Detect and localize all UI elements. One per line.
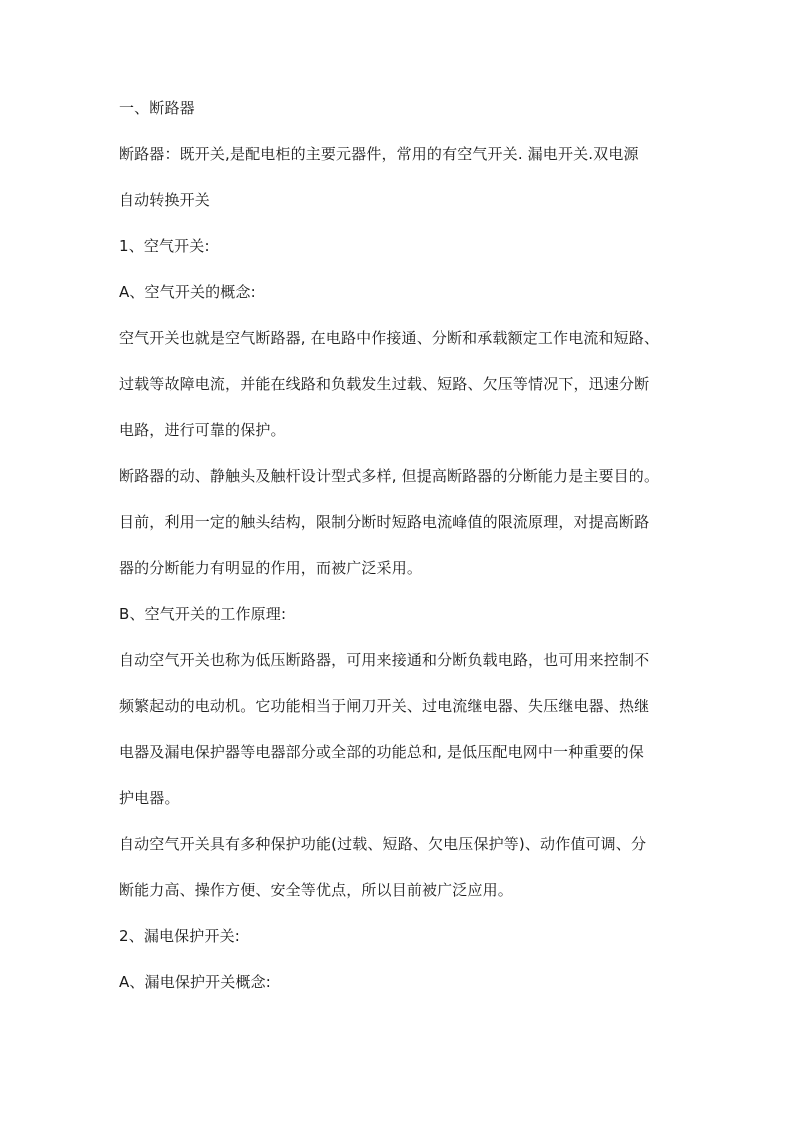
paragraph-1-line-2: 过载等故障电流，并能在线路和负载发生过载、短路、欠压等情况下，迅速分断 (119, 375, 650, 393)
subsection-leakage-switch-concept: A、漏电保护开关概念: (119, 973, 271, 991)
document-page (119, 96, 679, 994)
paragraph-1-line-1: 空气开关也就是空气断路器, 在电路中作接通、分断和承载额定工作电流和短路、 (119, 329, 660, 347)
paragraph-2-line-2: 目前，利用一定的触头结构，限制分断时短路电流峰值的限流原理，对提高断路 (119, 513, 650, 531)
paragraph-4-line-2: 断能力高、操作方便、安全等优点，所以目前被广泛应用。 (119, 881, 513, 899)
paragraph-3-line-1: 自动空气开关也称为低压断路器，可用来接通和分断负载电路，也可用来控制不 (119, 651, 650, 669)
subsection-air-switch-concept: A、空气开关的概念: (119, 283, 256, 301)
heading-circuit-breaker: 一、断路器 (119, 99, 195, 117)
paragraph-2-line-1: 断路器的动、静触头及触杆设计型式多样, 但提高断路器的分断能力是主要目的。 (119, 467, 660, 485)
intro-line-2: 自动转换开关 (119, 191, 210, 209)
paragraph-2-line-3: 器的分断能力有明显的作用，而被广泛采用。 (119, 559, 423, 577)
paragraph-3-line-2: 频繁起动的电动机。它功能相当于闸刀开关、过电流继电器、失压继电器、热继 (119, 697, 650, 715)
intro-line-1: 断路器：既开关,是配电柜的主要元器件，常用的有空气开关. 漏电开关.双电源 (119, 145, 639, 163)
paragraph-3-line-3: 电器及漏电保护器等电器部分或全部的功能总和, 是低压配电网中一种重要的保 (119, 743, 644, 761)
paragraph-4-line-1: 自动空气开关具有多种保护功能(过载、短路、欠电压保护等)、动作值可调、分 (119, 835, 647, 853)
subsection-working-principle: B、空气开关的工作原理: (119, 605, 287, 623)
section-air-switch: 1、空气开关: (119, 237, 210, 255)
paragraph-3-line-4: 护电器。 (119, 789, 180, 807)
paragraph-1-line-3: 电路，进行可靠的保护。 (119, 421, 286, 439)
section-leakage-switch: 2、漏电保护开关: (119, 927, 240, 945)
